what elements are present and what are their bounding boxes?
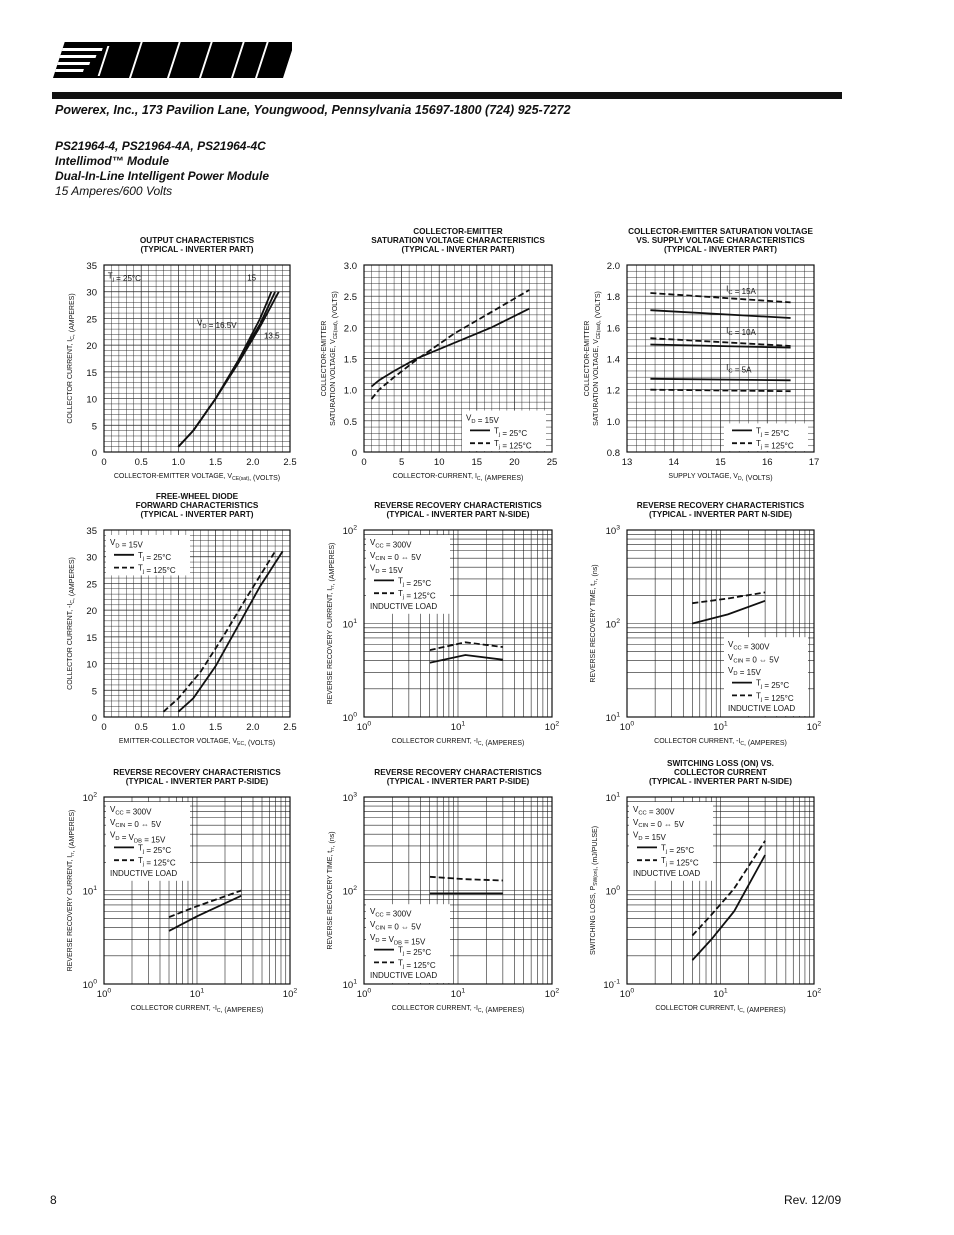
y-tick-label: 2.0: [343, 323, 357, 335]
chart-7: [67, 768, 297, 1014]
annotation: 13.5: [263, 331, 280, 341]
chart-title-line: SWITCHING LOSS (ON) VS.: [667, 759, 774, 768]
series-line: [430, 877, 503, 881]
chart-title-line: COLLECTOR-EMITTER SATURATION VOLTAGE: [628, 227, 813, 236]
x-tick-label: $10^1$: [189, 987, 205, 1000]
y-axis-label-group: [67, 810, 76, 972]
x-tick-label: $10^2$: [544, 987, 560, 1000]
y-axis-label-group: [327, 831, 336, 949]
y-tick-label: 20: [86, 341, 97, 353]
y-tick-label: $10^1$: [342, 618, 357, 631]
x-tick-label: 0.5: [134, 457, 148, 468]
x-tick-label: 1.5: [208, 457, 223, 468]
legend-footer: INDUCTIVE LOAD: [370, 602, 438, 611]
x-tick-label: 5: [398, 457, 405, 468]
chart-8: [327, 768, 559, 1014]
x-tick-label: 0: [101, 722, 107, 733]
chart-2: [321, 227, 557, 482]
y-tick-label: $10^2$: [82, 791, 97, 804]
legend-header: $V_D = 15V$: [633, 830, 666, 842]
chart-title-line: (TYPICAL - INVERTER PART): [401, 245, 515, 254]
x-tick-label: 0: [101, 457, 107, 468]
y-axis-label: COLLECTOR-EMITTER: [584, 320, 591, 397]
x-tick-label: $10^1$: [713, 720, 728, 733]
legend-header: $V_{CIN} = 0$ ⇔ 5V: [370, 550, 422, 563]
y-axis-label-group: [584, 291, 602, 426]
chart-title-line: REVERSE RECOVERY CHARACTERISTICS: [113, 768, 281, 777]
x-tick-label: $10^1$: [450, 987, 466, 1000]
y-tick-label: 15: [86, 632, 97, 644]
series-line: [692, 592, 765, 603]
y-tick-label: 5: [91, 421, 97, 433]
chart-title-line: COLLECTOR-EMITTER: [413, 227, 503, 236]
y-tick-label: $10^0$: [342, 711, 357, 724]
rating: 15 Amperes/600 Volts: [55, 184, 173, 198]
annotation: 15: [247, 273, 257, 283]
y-tick-label: $10^2$: [342, 885, 357, 898]
x-tick-label: 16: [761, 457, 773, 468]
y-tick-label: $10^2$: [342, 524, 357, 537]
y-tick-label: 30: [86, 552, 97, 564]
chart-title-line: (TYPICAL - INVERTER PART N-SIDE): [649, 777, 792, 786]
x-tick-label: 15: [715, 457, 726, 468]
series-line: [430, 655, 503, 663]
legend-header: $V_{CC} = 300V$: [633, 805, 675, 817]
y-axis-label-group: [590, 826, 599, 955]
chart-title-line: (TYPICAL - INVERTER PART): [664, 245, 777, 254]
legend-header: $V_D = 15V$: [466, 413, 499, 425]
product-family: Intellimod™ Module: [55, 154, 169, 168]
x-tick-label: 1.0: [171, 457, 186, 468]
chart-title-line: (TYPICAL - INVERTER PART N-SIDE): [386, 510, 530, 519]
chart-title-line: (TYPICAL - INVERTER PART N-SIDE): [649, 510, 792, 519]
x-tick-label: 1.5: [208, 722, 223, 733]
y-tick-label: 1.6: [606, 323, 620, 335]
y-tick-label: 15: [86, 367, 97, 379]
y-tick-label: 0.8: [606, 448, 620, 459]
x-tick-label: 2.5: [283, 722, 297, 733]
x-tick-label: $10^2$: [806, 720, 822, 733]
legend-header: $V_{CC} = 300V$: [370, 907, 412, 919]
y-tick-label: $10^3$: [605, 524, 620, 537]
y-tick-label: 0: [351, 448, 357, 459]
x-tick-label: 2.5: [283, 457, 297, 468]
chart-title-line: REVERSE RECOVERY CHARACTERISTICS: [374, 501, 542, 510]
x-tick-label: 2.0: [246, 722, 260, 733]
x-tick-label: 0.5: [134, 722, 148, 733]
x-tick-label: $10^2$: [544, 720, 560, 733]
x-axis-label: COLLECTOR CURRENT, $-I_C$, (AMPERES): [654, 738, 787, 748]
y-tick-label: 1.0: [606, 416, 620, 428]
y-axis-label-group: [327, 543, 336, 705]
legend-label: $T_j = 125^\circ C$: [398, 589, 436, 601]
y-axis-label: REVERSE RECOVERY CURRENT, $I_{rr}$, (AMPERES): [67, 809, 77, 972]
legend-footer: INDUCTIVE LOAD: [110, 869, 178, 878]
legend-header: $V_{CC} = 300V$: [728, 640, 770, 652]
x-tick-label: 1.0: [171, 722, 186, 733]
chart-title-line: SATURATION VOLTAGE CHARACTERISTICS: [371, 236, 545, 245]
legend-footer: INDUCTIVE LOAD: [633, 869, 701, 878]
y-tick-label: $10^1$: [82, 885, 97, 898]
legend-header: $V_{CIN} = 0$ ⇔ 5V: [728, 653, 780, 665]
y-axis-label: SWITCHING LOSS, $P_{SW(on)}$, (mJ/PULSE): [590, 825, 600, 956]
x-tick-label: $10^2$: [282, 987, 298, 1000]
page-number: 8: [50, 1193, 57, 1207]
y-tick-label: 0: [91, 448, 97, 459]
series-line: [372, 309, 530, 387]
x-tick-label: $10^1$: [713, 987, 728, 1000]
y-tick-label: $10^1$: [605, 791, 620, 804]
legend-label: $T_j = 125^\circ C$: [138, 856, 176, 868]
legend-header: $V_{CIN} = 0$ ⇔ 5V: [633, 817, 685, 830]
y-tick-label: $10^0$: [605, 885, 620, 898]
legend-header: $V_{CIN} = 0$ ⇔ 5V: [370, 920, 422, 932]
y-axis-label: COLLECTOR CURRENT, $I_C$, (AMPERES): [67, 293, 77, 424]
series-line: [178, 292, 271, 447]
legend-label: $T_j = 125^\circ C$: [661, 856, 699, 868]
legend-header: $V_D = 15V$: [370, 563, 403, 575]
x-tick-label: $10^0$: [619, 987, 635, 1000]
y-tick-label: 25: [86, 314, 97, 326]
y-tick-label: 0: [91, 713, 97, 724]
y-tick-label: 5: [91, 686, 97, 698]
y-tick-label: 2.5: [343, 292, 357, 304]
y-tick-label: $10^1$: [342, 978, 357, 991]
x-axis-label: COLLECTOR CURRENT, $-I_C$, (AMPERES): [391, 738, 525, 748]
legend-label: $T_j = 25^\circ C$: [398, 945, 432, 957]
legend-header: $V_D = V_{DB} = 15V$: [110, 830, 166, 845]
y-axis-label: COLLECTOR-EMITTER: [321, 320, 328, 397]
y-tick-label: 1.2: [606, 385, 620, 397]
y-tick-label: 35: [86, 526, 97, 537]
annotation: $I_C = 10A$: [726, 325, 756, 338]
legend-label: $T_j = 25^\circ C$: [138, 550, 172, 563]
chart-3: [584, 227, 819, 482]
annotation: $V_D = 16.5V$: [197, 318, 237, 330]
y-tick-label: $10^0$: [82, 978, 97, 991]
series-line: [178, 292, 275, 447]
y-tick-label: $10^2$: [605, 618, 620, 631]
chart-title-line: (TYPICAL - INVERTER PART): [140, 245, 254, 254]
chart-6: [590, 501, 821, 747]
chart-title-line: FORWARD CHARACTERISTICS: [135, 501, 259, 510]
y-tick-label: 1.4: [606, 354, 620, 366]
legend-label: $T_j = 125^\circ C$: [756, 691, 794, 703]
legend-header: $V_{CC} = 300V$: [370, 538, 412, 550]
series-line: [430, 642, 503, 650]
x-axis-label: COLLECTOR CURRENT, $-I_C$, (AMPERES): [391, 1005, 525, 1015]
legend-label: $T_j = 25^\circ C$: [494, 426, 528, 438]
y-tick-label: 2.0: [606, 261, 620, 272]
y-axis-label-group: [67, 293, 76, 423]
x-axis-label: EMITTER-COLLECTOR VOLTAGE, $V_{EC}$, (VOLTS): [118, 738, 276, 748]
y-axis-label-group: [67, 557, 76, 690]
legend-header: $V_D = 15V$: [110, 538, 143, 550]
legend-label: $T_j = 125^\circ C$: [138, 563, 176, 575]
chart-title-line: COLLECTOR CURRENT: [673, 768, 768, 777]
chart-title-line: (TYPICAL - INVERTER PART P-SIDE): [386, 777, 530, 786]
y-tick-label: 10: [86, 394, 97, 406]
y-axis-label: REVERSE RECOVERY CURRENT, $I_{rr}$, (AMPERES): [327, 542, 337, 705]
annotation: $I_C = 15A$: [726, 284, 756, 297]
y-tick-label: $10^3$: [342, 791, 357, 804]
y-tick-label: 35: [86, 261, 97, 272]
x-tick-label: 15: [471, 457, 483, 468]
x-axis-label: COLLECTOR CURRENT, $I_C$, (AMPERES): [655, 1005, 786, 1015]
series-line: [692, 601, 765, 624]
y-axis-label: REVERSE RECOVERY TIME, $t_{rr}$, (ns): [590, 564, 600, 683]
legend-label: $T_j = 25^\circ C$: [756, 678, 790, 690]
y-tick-label: $10^{-1}$: [603, 978, 620, 991]
revision: Rev. 12/09: [784, 1193, 842, 1207]
chart-9: [590, 759, 821, 1014]
y-tick-label: 1.0: [343, 385, 357, 397]
x-tick-label: $10^1$: [450, 720, 466, 733]
legend-header: $V_{CIN} = 0$ ⇔ 5V: [110, 817, 162, 830]
chart-title-line: (TYPICAL - INVERTER PART P-SIDE): [125, 777, 269, 786]
annotation: $T_j = 25^\circ C$: [107, 271, 141, 284]
chart-title-line: VS. SUPPLY VOLTAGE CHARACTERISTICS: [636, 236, 805, 245]
x-tick-label: 13: [621, 457, 633, 468]
x-tick-label: 17: [808, 457, 820, 468]
x-tick-label: $10^0$: [356, 987, 372, 1000]
chart-title-line: (TYPICAL - INVERTER PART): [140, 510, 254, 519]
chart-title-line: REVERSE RECOVERY CHARACTERISTICS: [636, 501, 805, 510]
chart-5: [327, 501, 559, 747]
y-tick-label: 25: [86, 579, 97, 591]
chart-4: [67, 492, 297, 747]
x-tick-label: $10^2$: [806, 987, 822, 1000]
y-axis-label: SATURATION VOLTAGE, $V_{CE(sat)}$, (VOLTS): [593, 291, 603, 426]
series-line: [650, 379, 790, 381]
legend-label: $T_j = 25^\circ C$: [398, 576, 432, 588]
x-tick-label: 10: [433, 457, 445, 468]
legend-footer: INDUCTIVE LOAD: [370, 971, 438, 981]
chart-title-line: FREE-WHEEL DIODE: [155, 492, 239, 501]
y-axis-label: COLLECTOR CURRENT, $-I_C$, (AMPERES): [67, 557, 77, 690]
legend-label: $T_j = 25^\circ C$: [661, 843, 695, 855]
y-tick-label: 3.0: [343, 261, 357, 272]
chart-title-line: OUTPUT CHARACTERISTICS: [139, 236, 255, 245]
company-address: Powerex, Inc., 173 Pavilion Lane, Youngwood, Pennsylvania 15697-1800 (724) 925-7272: [55, 103, 571, 117]
x-tick-label: $10^0$: [356, 720, 372, 733]
y-axis-label: SATURATION VOLTAGE, $V_{CE(sat)}$, (VOLTS): [330, 291, 340, 426]
y-tick-label: 10: [86, 659, 97, 671]
x-axis-label: SUPPLY VOLTAGE, $V_D$, (VOLTS): [668, 473, 773, 483]
x-tick-label: $10^0$: [619, 720, 635, 733]
product-type: Dual-In-Line Intelligent Power Module: [55, 169, 270, 183]
legend-header: $V_D = V_{DB} = 15V$: [370, 932, 426, 947]
y-axis-label-group: [590, 564, 599, 682]
legend-footer: INDUCTIVE LOAD: [728, 704, 796, 714]
legend-label: $T_j = 25^\circ C$: [138, 843, 172, 855]
x-axis-label: COLLECTOR-EMITTER VOLTAGE, $V_{CE(sat)}$, (VOLTS): [113, 473, 281, 483]
y-axis-label-group: [321, 291, 339, 426]
x-tick-label: 2.0: [246, 457, 260, 468]
legend-label: $T_j = 125^\circ C$: [756, 439, 794, 451]
x-tick-label: 0: [361, 457, 367, 468]
y-axis-label: REVERSE RECOVERY TIME, $t_{rr}$, (ns): [327, 831, 337, 950]
x-tick-label: 25: [546, 457, 558, 468]
legend-header: $V_D = 15V$: [728, 665, 761, 678]
y-tick-label: $10^1$: [605, 711, 620, 724]
y-tick-label: 1.5: [343, 354, 357, 366]
chart-title-line: REVERSE RECOVERY CHARACTERISTICS: [374, 768, 542, 777]
x-axis-label: COLLECTOR-CURRENT, $I_C$, (AMPERES): [392, 473, 524, 483]
legend-label: $T_j = 125^\circ C$: [398, 958, 436, 970]
y-tick-label: 30: [86, 287, 97, 299]
legend-label: $T_j = 25^\circ C$: [756, 426, 790, 438]
x-tick-label: $10^0$: [96, 987, 112, 1000]
y-tick-label: 1.8: [606, 292, 620, 304]
part-numbers: PS21964-4, PS21964-4A, PS21964-4C: [55, 139, 266, 153]
x-axis-label: COLLECTOR CURRENT, $-I_C$, (AMPERES): [130, 1005, 264, 1015]
y-tick-label: 0.5: [343, 416, 357, 428]
chart-1: [67, 236, 297, 482]
y-tick-label: 20: [86, 606, 97, 618]
x-tick-label: 14: [668, 457, 680, 468]
legend-header: $V_{CC} = 300V$: [110, 805, 152, 817]
legend-label: $T_j = 125^\circ C$: [494, 439, 532, 451]
x-tick-label: 20: [509, 457, 520, 468]
annotation: $I_C = 5A$: [726, 363, 752, 375]
